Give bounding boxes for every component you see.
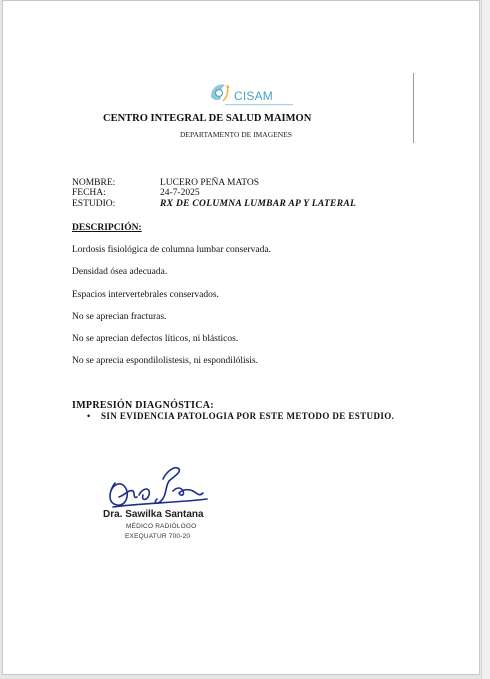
organization-name: CENTRO INTEGRAL DE SALUD MAIMON bbox=[103, 113, 312, 124]
logo-text: CISAM bbox=[234, 89, 274, 103]
handwritten-signature bbox=[103, 461, 213, 513]
description-title: DESCRIPCIÓN: bbox=[72, 223, 142, 233]
signatory-exequatur: EXEQUATUR 700-20 bbox=[125, 533, 191, 540]
signatory-role: MÉDICO RADIÓLOGO bbox=[126, 523, 197, 530]
department-name: DEPARTAMENTO DE IMAGENES bbox=[180, 130, 292, 139]
study-value: RX DE COLUMNA LUMBAR AP Y LATERAL bbox=[160, 199, 357, 209]
impression-text: SIN EVIDENCIA PATOLOGIA POR ESTE METODO DE ESTUDIO. bbox=[101, 411, 395, 421]
name-value: LUCERO PEÑA MATOS bbox=[160, 178, 260, 188]
impression-bullet bbox=[87, 411, 394, 421]
description-line: No se aprecian fracturas. bbox=[72, 312, 167, 322]
study-label: ESTUDIO: bbox=[72, 199, 116, 209]
date-value: 24-7-2025 bbox=[160, 188, 200, 198]
description-line: No se aprecia espondilolistesis, ni espondilólisis. bbox=[72, 356, 259, 366]
vertical-scrollbar[interactable] bbox=[481, 0, 490, 679]
description-line: No se aprecian defectos líticos, ni blásticos. bbox=[72, 334, 239, 344]
description-line: Lordosis fisiológica de columna lumbar conservada. bbox=[72, 245, 271, 255]
bullet-dot-icon: • bbox=[87, 411, 91, 421]
name-label: NOMBRE: bbox=[72, 178, 116, 188]
description-line: Densidad ósea adecuada. bbox=[72, 267, 168, 277]
margin-line bbox=[413, 73, 414, 143]
date-label: FECHA: bbox=[72, 188, 106, 198]
document-page bbox=[2, 0, 480, 675]
logo-underline bbox=[225, 104, 293, 106]
signatory-name: Dra. Sawilka Santana bbox=[103, 509, 204, 520]
impression-title: IMPRESIÓN DIAGNÓSTICA: bbox=[72, 400, 214, 411]
description-line: Espacios intervertebrales conservados. bbox=[72, 290, 219, 300]
